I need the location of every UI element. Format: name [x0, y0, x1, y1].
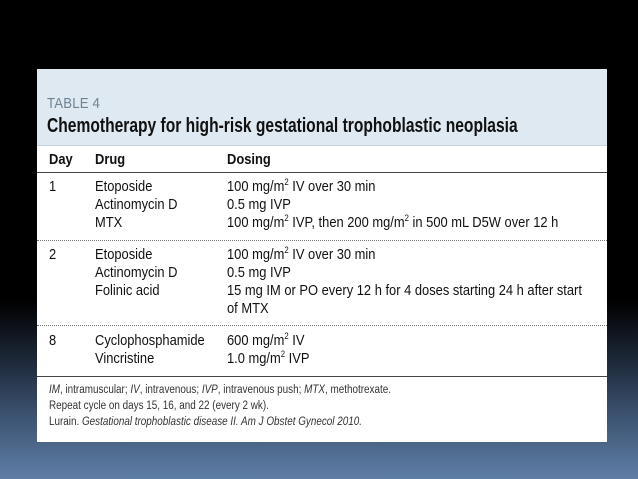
dosing-cell: 0.5 mg IVP — [227, 264, 291, 281]
drug-cell: Actinomycin D — [95, 196, 178, 213]
drug-cell: Etoposide — [95, 178, 153, 195]
dosing-cell: 1.0 $mg/m^2$ IVP — [227, 349, 310, 367]
dosing-cell: 600 $mg/m^2$ IV — [227, 331, 305, 349]
drug-cell: Folinic acid — [95, 282, 160, 299]
day-cell: 2 — [49, 246, 57, 263]
dosing-cell: 100 $mg/m^2$ IV over 30 min — [227, 245, 376, 263]
dosing-cell: of MTX — [227, 300, 269, 317]
footnote-repeat: Repeat cycle on days 15, 16, and 22 (every 2 wk). — [49, 400, 269, 412]
dosing-cell: 15 mg IM or PO every 12 h for 4 doses starting 24 h after start — [227, 282, 582, 299]
table-label: TABLE 4 — [47, 95, 101, 112]
drug-cell: Actinomycin D — [95, 264, 178, 281]
drug-cell: Vincristine — [95, 350, 155, 367]
column-header-drug: Drug — [95, 151, 126, 168]
footnote-reference: Lurain. Gestational trophoblastic disease II. Am J Obstet Gynecol 2010. — [49, 416, 362, 428]
group-divider — [37, 325, 607, 326]
footnote-abbreviations: IM, intramuscular; IV, intravenous; IVP, intravenous push; MTX, methotrexate. — [49, 384, 391, 396]
drug-cell: Cyclophosphamide — [95, 332, 205, 349]
footer-rule — [37, 376, 607, 377]
header-rule — [37, 172, 607, 173]
dosing-cell: 100 $mg/m^2$ IV over 30 min — [227, 177, 376, 195]
dosing-cell: 100 $mg/m^2$ IVP, then 200 $mg/m^2$ in 500 mL D5W over 12 h — [227, 213, 559, 231]
column-header-day: Day — [49, 151, 73, 168]
column-header-dosing: Dosing — [227, 151, 271, 168]
drug-cell: MTX — [95, 214, 123, 231]
day-cell: 1 — [49, 178, 57, 195]
day-cell: 8 — [49, 332, 57, 349]
dosing-cell: 0.5 mg IVP — [227, 196, 291, 213]
table-title: Chemotherapy for high-risk gestational trophoblastic neoplasia — [47, 115, 518, 137]
group-divider — [37, 240, 607, 241]
drug-cell: Etoposide — [95, 246, 153, 263]
table-card — [37, 69, 607, 442]
table-header — [37, 69, 607, 146]
